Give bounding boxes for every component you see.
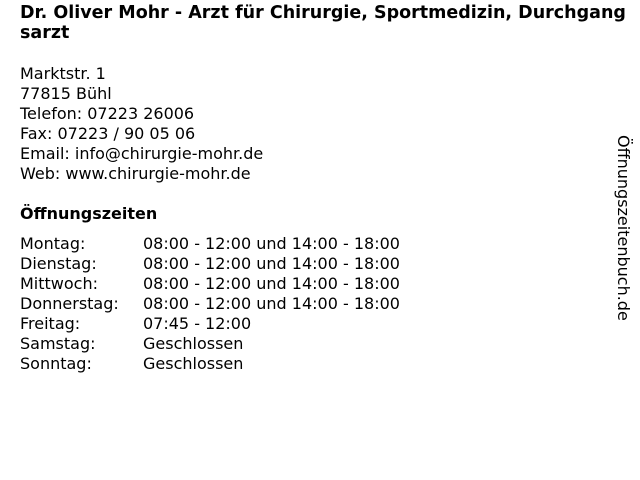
website-address: Web: www.chirurgie-mohr.de <box>20 164 251 183</box>
opening-hours-heading: Öffnungszeiten <box>20 204 158 223</box>
time-range: Geschlossen <box>143 334 244 353</box>
day-label: Mittwoch: <box>20 274 98 293</box>
day-label: Dienstag: <box>20 254 97 273</box>
day-label: Freitag: <box>20 314 81 333</box>
hours-row-saturday <box>20 334 400 354</box>
time-range: 08:00 - 12:00 und 14:00 - 18:00 <box>143 274 400 293</box>
time-range: 08:00 - 12:00 und 14:00 - 18:00 <box>143 234 400 253</box>
email-address: Email: info@chirurgie-mohr.de <box>20 144 264 163</box>
phone-number: Telefon: 07223 26006 <box>20 104 195 123</box>
street-address: Marktstr. 1 <box>20 64 106 83</box>
hours-row-monday <box>20 234 400 254</box>
business-name: Dr. Oliver Mohr - Arzt für Chirurgie, Sportmedizin, Durchgangsarzt <box>20 3 626 43</box>
opening-hours-table <box>20 234 400 374</box>
time-range: 07:45 - 12:00 <box>143 314 252 333</box>
hours-row-wednesday <box>20 274 400 294</box>
site-watermark: Öffnungszeitenbuch.de <box>614 135 633 321</box>
time-range: Geschlossen <box>143 354 244 373</box>
hours-row-thursday <box>20 294 400 314</box>
city-postal-code: 77815 Bühl <box>20 84 112 103</box>
hours-row-friday <box>20 314 400 334</box>
hours-row-sunday <box>20 354 400 374</box>
day-label: Montag: <box>20 234 86 253</box>
contact-block <box>20 64 263 184</box>
day-label: Sonntag: <box>20 354 92 373</box>
hours-row-tuesday <box>20 254 400 274</box>
day-label: Samstag: <box>20 334 96 353</box>
fax-number: Fax: 07223 / 90 05 06 <box>20 124 196 143</box>
time-range: 08:00 - 12:00 und 14:00 - 18:00 <box>143 294 400 313</box>
day-label: Donnerstag: <box>20 294 119 313</box>
time-range: 08:00 - 12:00 und 14:00 - 18:00 <box>143 254 400 273</box>
